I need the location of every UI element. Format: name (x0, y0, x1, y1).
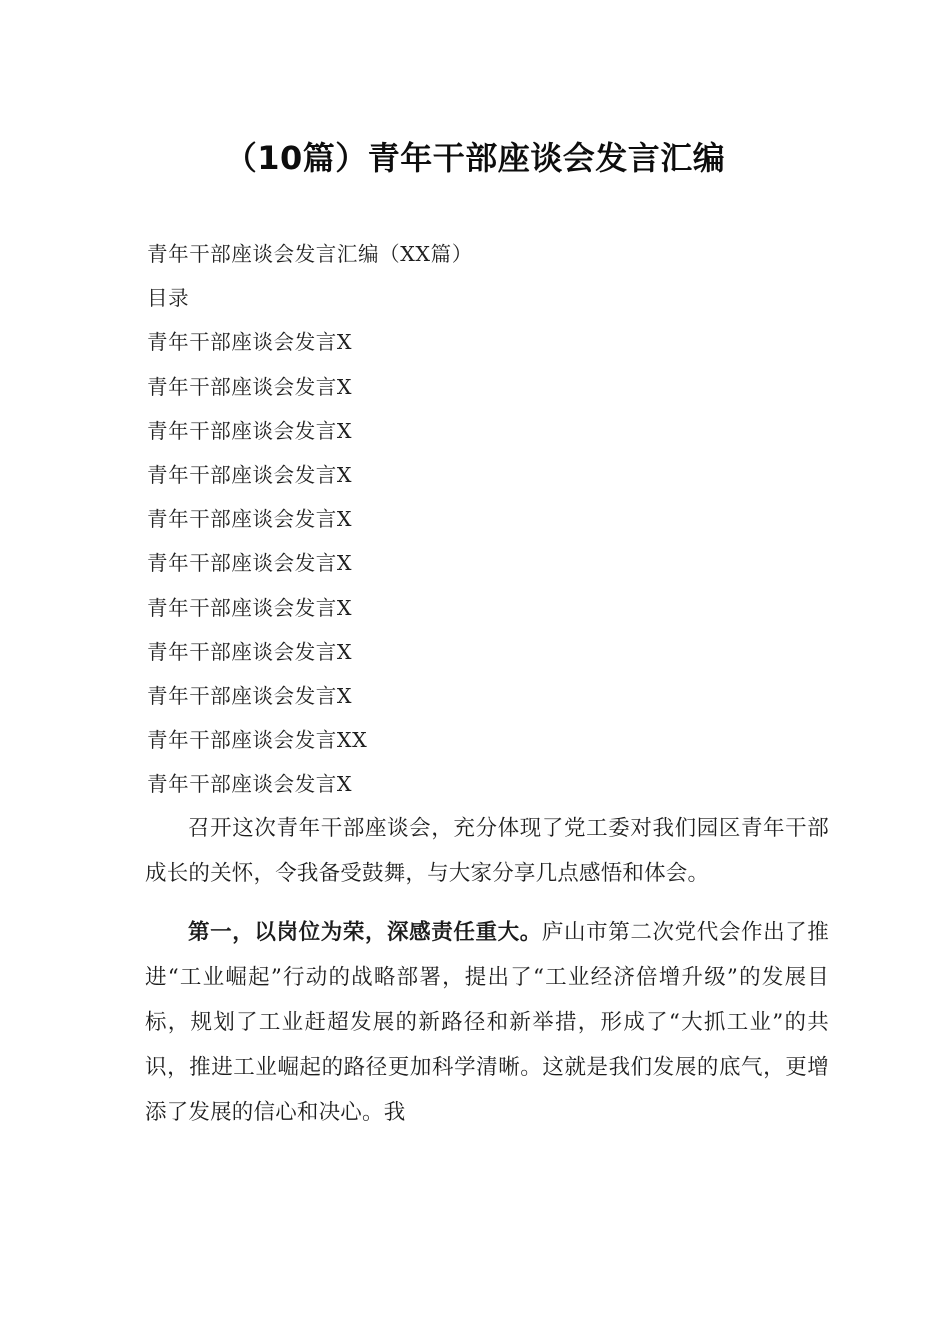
toc-item[interactable]: 青年干部座谈会发言X (147, 418, 353, 443)
front-matter-block (147, 232, 827, 807)
toc-item[interactable]: 青年干部座谈会发言XX (147, 728, 368, 753)
toc-item[interactable]: 青年干部座谈会发言X (147, 639, 353, 664)
paragraph-text: 庐山市第二次党代会作出了推进“工业崛起”行动的战略部署，提出了“工业经济倍增升级”的发展目标，规划了工业赶超发展的新路径和新举措，形成了“大抓工业”的共识，推进工业崛起的路径更加科学清晰。这就是我们发展的底气，更增添了发展的信心和决心。我 (145, 920, 829, 1125)
page-title: （10篇）青年干部座谈会发言汇编 (224, 139, 726, 177)
toc-heading: 目录 (147, 286, 190, 311)
toc-item[interactable]: 青年干部座谈会发言X (147, 772, 353, 797)
paragraph-text: 召开这次青年干部座谈会，充分体现了党工委对我们园区青年干部成长的关怀，令我备受鼓舞，与大家分享几点感悟和体会。 (145, 816, 829, 886)
body-paragraph (145, 910, 829, 1135)
toc-item[interactable]: 青年干部座谈会发言X (147, 463, 353, 488)
toc-item[interactable]: 青年干部座谈会发言X (147, 330, 353, 355)
toc-item[interactable]: 青年干部座谈会发言X (147, 374, 353, 399)
compilation-line: 青年干部座谈会发言汇编（XX篇） (147, 242, 473, 266)
paragraph-lead: 第一，以岗位为荣，深感责任重大。 (188, 920, 542, 945)
body-paragraph (145, 806, 829, 896)
toc-item[interactable]: 青年干部座谈会发言X (147, 684, 353, 709)
toc-item[interactable]: 青年干部座谈会发言X (147, 507, 353, 532)
body-text-block (145, 806, 829, 1135)
toc-item[interactable]: 青年干部座谈会发言X (147, 551, 353, 576)
toc-item[interactable]: 青年干部座谈会发言X (147, 595, 353, 620)
